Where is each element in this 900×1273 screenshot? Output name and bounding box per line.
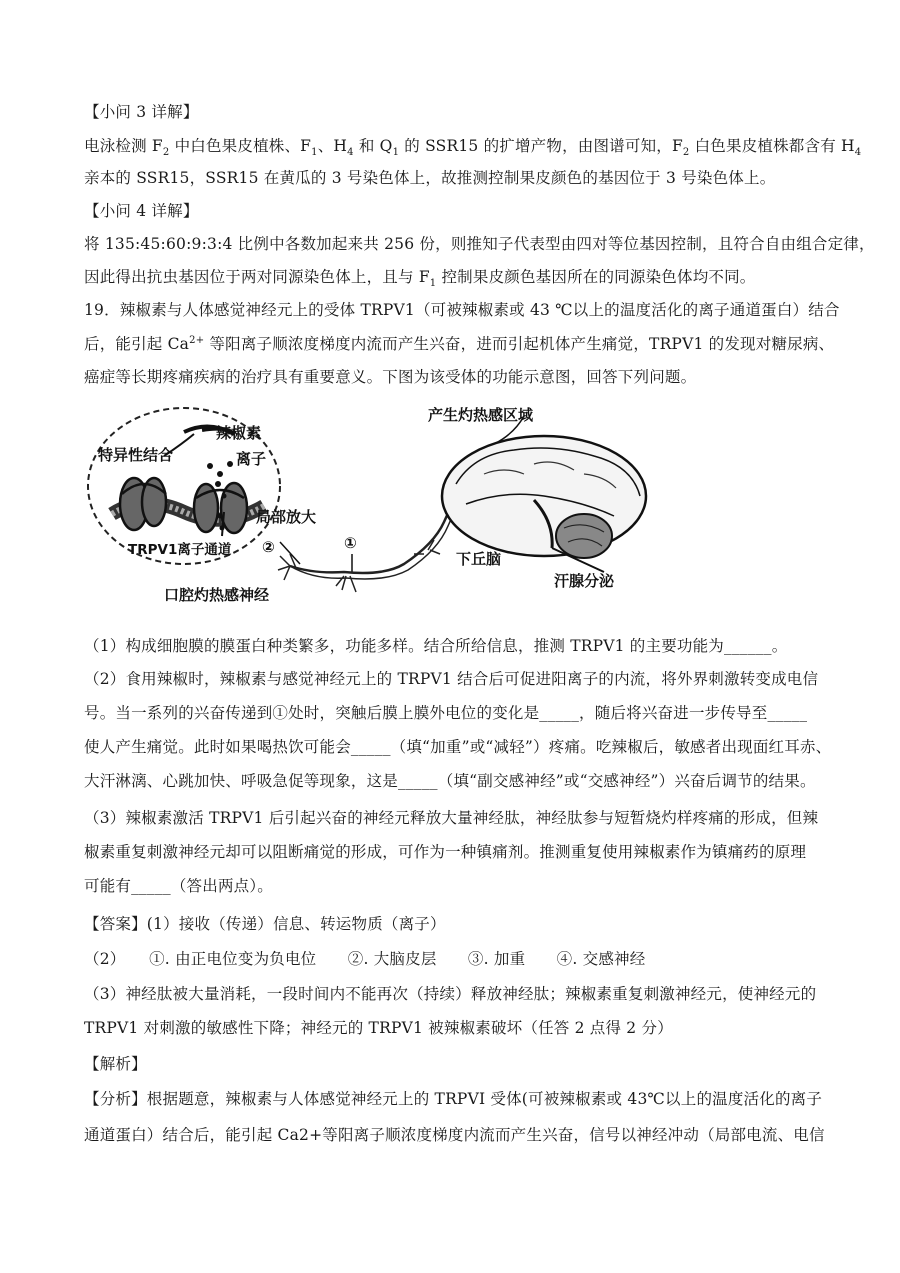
label-ion: 离子 bbox=[236, 450, 267, 468]
answer-line3: （3）神经肽被大量消耗，一段时间内不能再次（持续）释放神经肽；辣椒素重复刺激神经元，使神经元的 bbox=[84, 985, 817, 1003]
answer-line4: TRPV1 对刺激的敏感性下降；神经元的 TRPV1 被辣椒素破坏（任答 2 点得 2 分） bbox=[84, 1019, 673, 1037]
section3-paragraph-line1: 电泳检测 $F_2$ 中白色果皮植株、$F_1$、$H_4$ 和 $Q_1$ 的 SSR15 的扩增产物，由图谱可知，$F_2$ 白色果皮植株都含有 $H_4$ bbox=[84, 137, 862, 159]
nerve-endings-icon bbox=[278, 540, 440, 592]
section4-heading: 【小问 4 详解】 bbox=[84, 202, 199, 220]
label-local-amplify: 局部放大 bbox=[256, 508, 317, 526]
section4-paragraph-line2: 因此得出抗虫基因位于两对同源染色体上，且与 $F_1$ 控制果皮颜色基因所在的同源染色体均不同。 bbox=[84, 268, 756, 290]
label-oral-nerve: 口腔灼热感神经 bbox=[164, 586, 270, 604]
trpv1-function-diagram bbox=[84, 404, 824, 610]
label-burning-area: 产生灼热感区域 bbox=[428, 406, 534, 424]
q19-sub2-line3: 使人产生痛觉。此时如果喝热饮可能会_____（填“加重”或“减轻”）疼痛。吃辣椒后，敏感者出现面红耳赤、 bbox=[84, 738, 832, 756]
section3-heading: 【小问 3 详解】 bbox=[84, 103, 199, 121]
analysis-line2: 通道蛋白）结合后，能引起 Ca2+等阳离子顺浓度梯度内流而产生兴奋，信号以神经冲动（局部电流、电信 bbox=[84, 1126, 825, 1144]
q19-sub1: （1）构成细胞膜的膜蛋白种类繁多，功能多样。结合所给信息，推测 TRPV1 的主要功能为______。 bbox=[84, 637, 788, 655]
diagram-svg bbox=[84, 404, 824, 610]
q19-sub3-line1: （3）辣椒素激活 TRPV1 后引起兴奋的神经元释放大量神经肽，神经肽参与短暂烧灼样疼痛的形成，但辣 bbox=[84, 809, 819, 827]
q19-sub3-line2: 椒素重复刺激神经元却可以阻断痛觉的形成，可作为一种镇痛剂。推测重复使用辣椒素作为镇痛药的原理 bbox=[84, 843, 807, 861]
section3-paragraph-line2: 亲本的 SSR15，SSR15 在黄瓜的 3 号染色体上，故推测控制果皮颜色的基因位于 3 号染色体上。 bbox=[84, 169, 776, 187]
section4-paragraph-line1: 将 135:45:60:9:3:4 比例中各数加起来共 256 份，则推知子代表型由四对等位基因控制，且符合自由组合定律， bbox=[84, 235, 875, 253]
q19-sub2-line4: 大汗淋漓、心跳加快、呼吸急促等现象，这是_____（填“副交感神经”或“交感神经”）兴奋后调节的结果。 bbox=[84, 772, 816, 790]
analysis-heading: 【解析】 bbox=[84, 1055, 147, 1073]
q19-stem-line2: 后，能引起 $Ca^{2+}$ 等阳离子顺浓度梯度内流而产生兴奋，进而引起机体产生痛觉，TRPV1 的发现对糖尿病、 bbox=[84, 334, 835, 353]
q19-sub3-line3: 可能有_____（答出两点）。 bbox=[84, 877, 274, 895]
label-hypothalamus: 下丘脑 bbox=[456, 550, 502, 568]
brain-icon bbox=[442, 436, 646, 558]
answer-line1: 【答案】(1）接收（传递）信息、转运物质（离子） bbox=[84, 915, 446, 933]
q19-sub2-line2: 号。当一系列的兴奋传递到①处时，突触后膜上膜外电位的变化是_____，随后将兴奋进一步传导至_____ bbox=[84, 704, 808, 722]
label-specific-binding: 特异性结合 bbox=[98, 446, 174, 464]
q19-stem-line1: 19．辣椒素与人体感觉神经元上的受体 TRPV1（可被辣椒素或 43 ℃以上的温度活化的离子通道蛋白）结合 bbox=[84, 301, 840, 319]
marker-2: ② bbox=[262, 538, 275, 556]
trpv1-receptor-left-icon bbox=[120, 478, 166, 530]
q19-stem-line3: 癌症等长期疼痛疾病的治疗具有重要意义。下图为该受体的功能示意图，回答下列问题。 bbox=[84, 368, 697, 386]
q19-sub2-line1: （2）食用辣椒时，辣椒素与感觉神经元上的 TRPV1 结合后可促进阳离子的内流，将外界刺激转变成电信 bbox=[84, 670, 819, 688]
label-sweat: 汗腺分泌 bbox=[554, 572, 615, 590]
marker-1: ① bbox=[344, 534, 357, 552]
answer-line2: （2） ①. 由正电位变为负电位 ②. 大脑皮层 ③. 加重 ④. 交感神经 bbox=[84, 950, 646, 968]
analysis-line1: 【分析】根据题意，辣椒素与人体感觉神经元上的 TRPVI 受体(可被辣椒素或 43℃以上的温度活化的离子 bbox=[84, 1090, 823, 1108]
label-capsaicin: 辣椒素 bbox=[216, 424, 262, 442]
label-trpv1-channel: TRPV1离子通道 bbox=[128, 542, 232, 558]
